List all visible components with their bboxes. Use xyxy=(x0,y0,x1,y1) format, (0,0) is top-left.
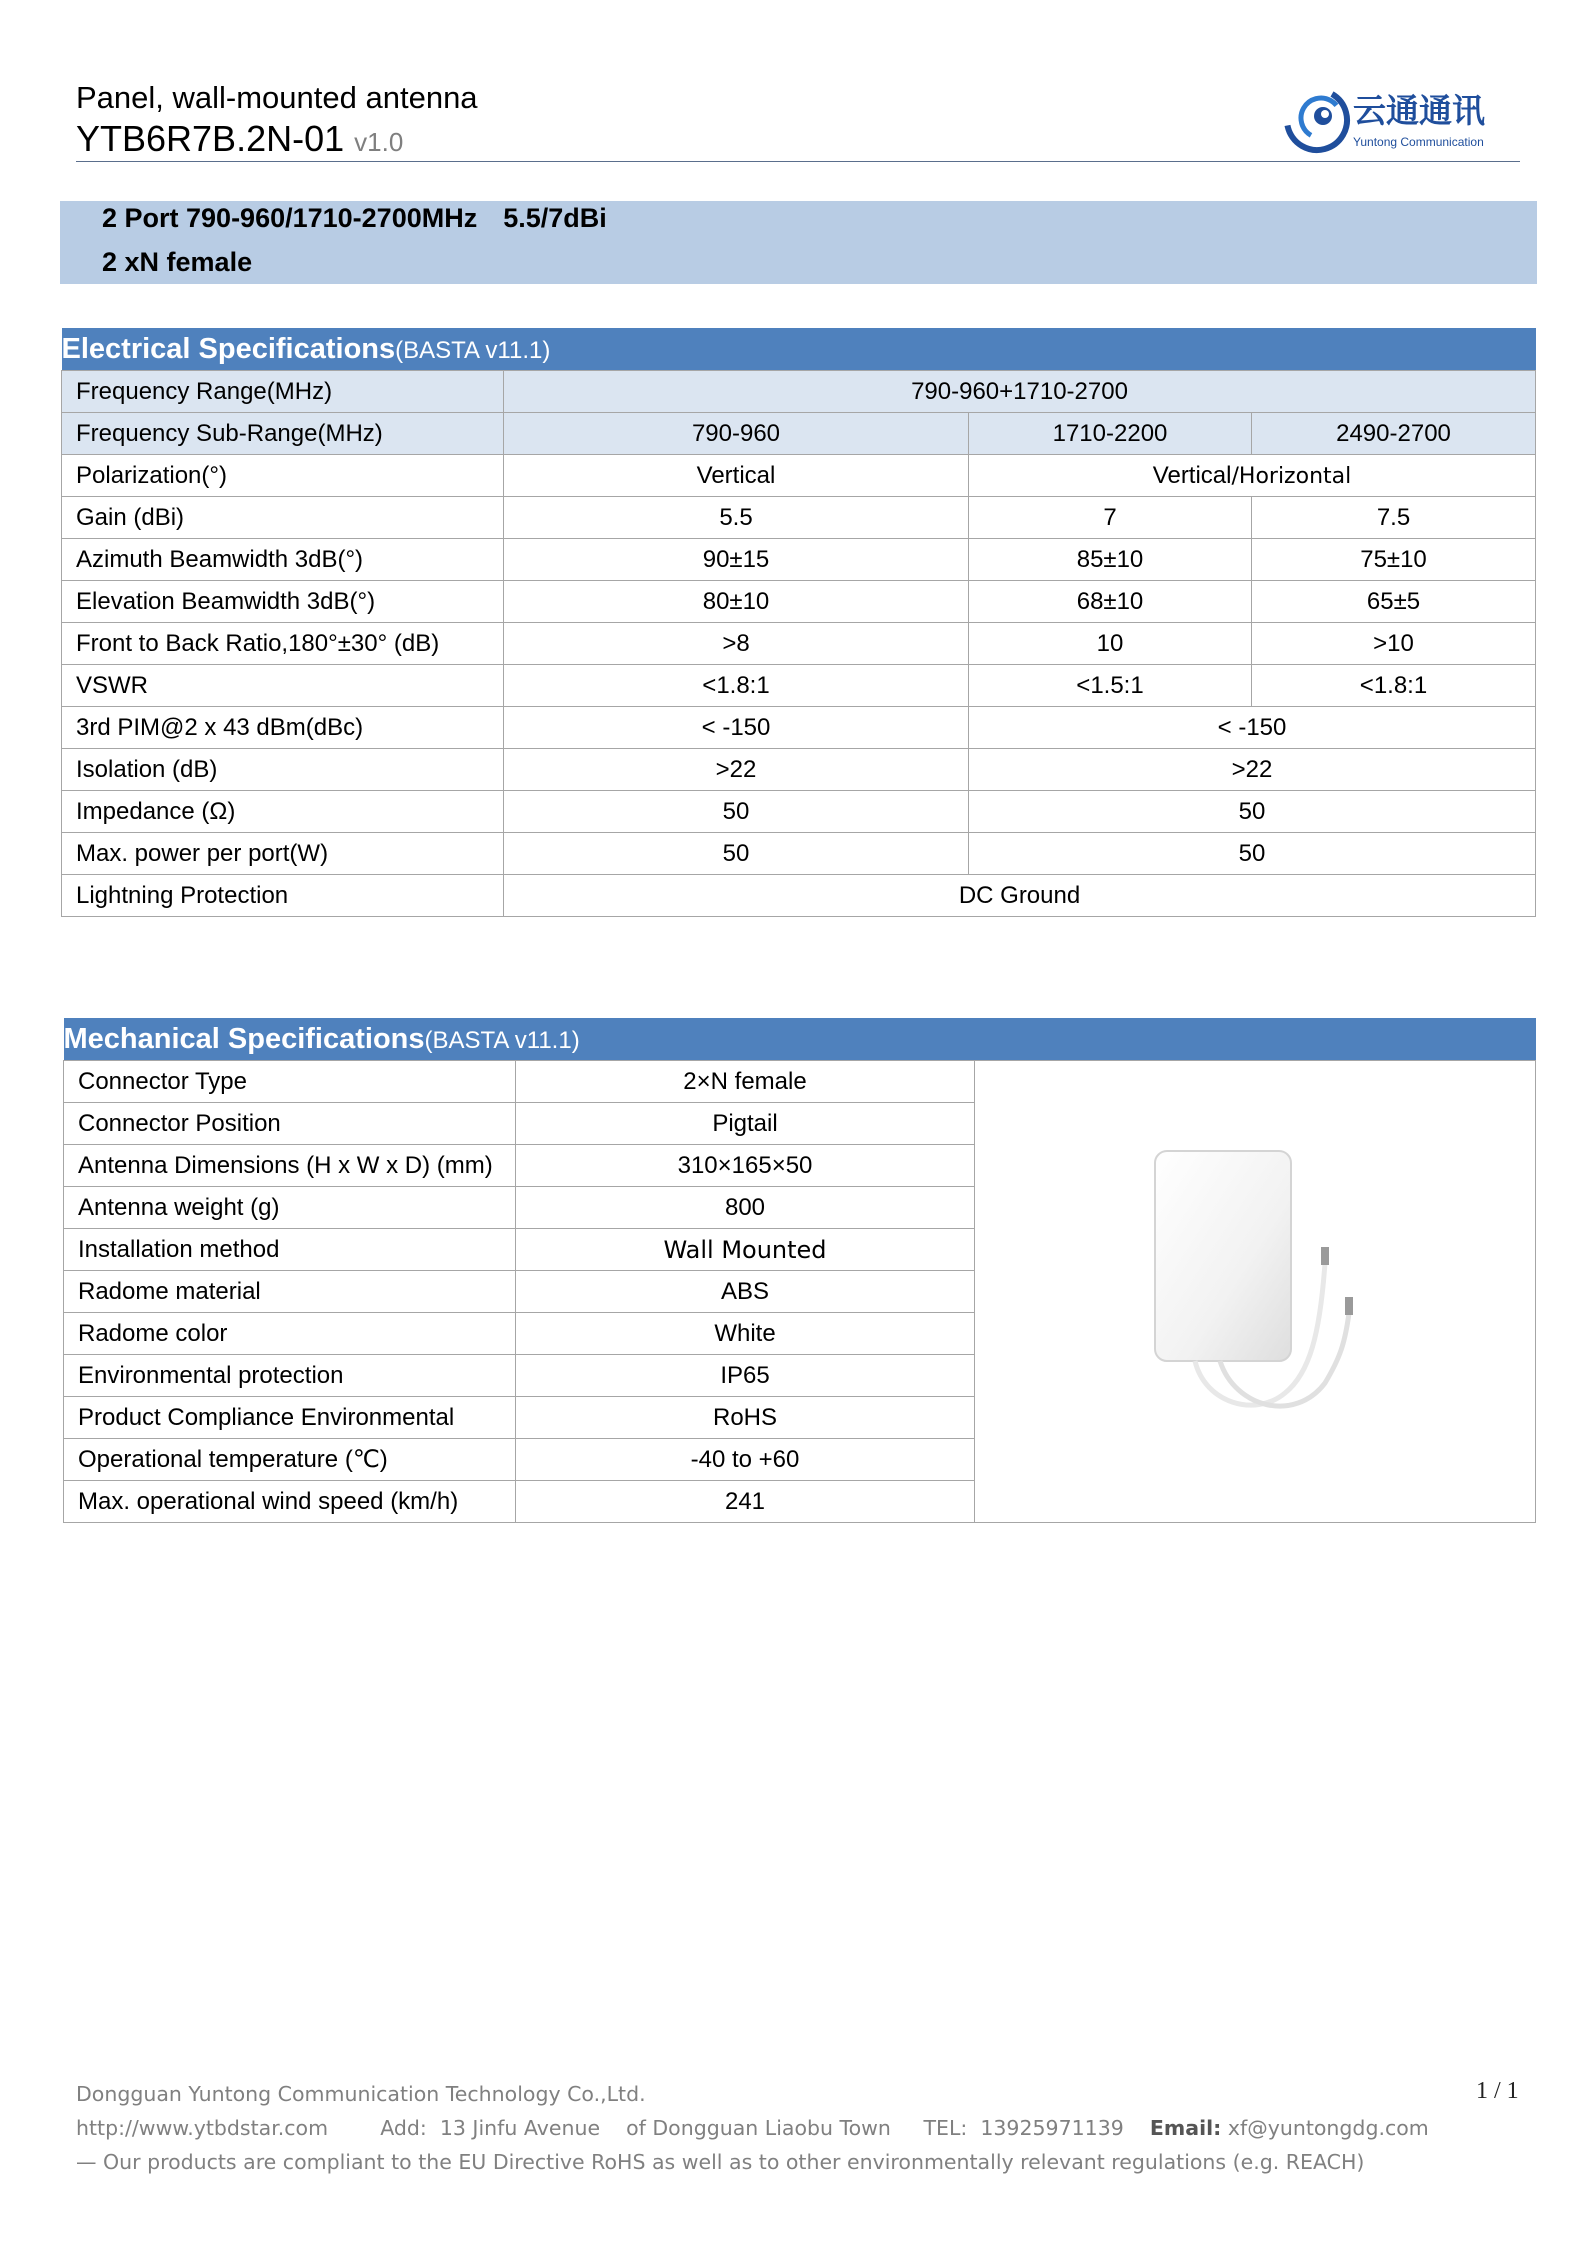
row-value: 85±10 xyxy=(969,539,1252,581)
row-label: Frequency Sub-Range(MHz) xyxy=(62,413,504,455)
row-label: Lightning Protection xyxy=(62,875,504,917)
row-label: Product Compliance Environmental xyxy=(64,1397,516,1439)
mechanical-section-title xyxy=(64,1018,1536,1061)
footer-email-label: Email: xyxy=(1149,2116,1222,2140)
polarization-vertical: Vertical xyxy=(1152,461,1232,489)
table-row xyxy=(62,413,1536,455)
row-value: <1.5:1 xyxy=(969,665,1252,707)
row-value: DC Ground xyxy=(504,875,1536,917)
row-value: 800 xyxy=(516,1187,975,1229)
row-value: ABS xyxy=(516,1271,975,1313)
row-value: 7.5 xyxy=(1252,497,1536,539)
product-summary-banner xyxy=(60,201,1537,284)
row-value: RoHS xyxy=(516,1397,975,1439)
row-value: < -150 xyxy=(969,707,1536,749)
table-row xyxy=(62,581,1536,623)
row-value xyxy=(969,455,1536,497)
row-label: Radome color xyxy=(64,1313,516,1355)
row-label: 3rd PIM@2 x 43 dBm(dBc) xyxy=(62,707,504,749)
company-logo xyxy=(1283,80,1493,156)
electrical-section-title xyxy=(62,328,1536,371)
table-row xyxy=(62,707,1536,749)
row-value: 68±10 xyxy=(969,581,1252,623)
row-value: 7 xyxy=(969,497,1252,539)
banner-frequency: 2 Port 790-960/1710-2700MHz xyxy=(102,203,478,233)
row-value: 241 xyxy=(516,1481,975,1523)
row-value: White xyxy=(516,1313,975,1355)
logo-subtext: Yuntong Communication xyxy=(1353,135,1484,149)
section-title: Mechanical Specifications xyxy=(63,1023,425,1055)
row-label: Environmental protection xyxy=(64,1355,516,1397)
row-value: IP65 xyxy=(516,1355,975,1397)
section-standard: (BASTA v11.1) xyxy=(395,337,551,364)
logo-text: 云通通讯 xyxy=(1353,91,1485,130)
row-value: 2490-2700 xyxy=(1252,413,1536,455)
row-label: Installation method xyxy=(64,1229,516,1271)
row-label: Antenna weight (g) xyxy=(64,1187,516,1229)
page-footer xyxy=(76,2077,1429,2179)
row-label: Azimuth Beamwidth 3dB(°) xyxy=(62,539,504,581)
table-row xyxy=(62,791,1536,833)
section-standard: (BASTA v11.1) xyxy=(424,1027,580,1054)
row-label: Elevation Beamwidth 3dB(°) xyxy=(62,581,504,623)
n-connector-icon xyxy=(1321,1247,1329,1265)
row-value: 2×N female xyxy=(516,1061,975,1103)
version-label: v1.0 xyxy=(354,127,404,157)
row-value: 790-960 xyxy=(504,413,969,455)
footer-website[interactable]: http://www.ytbdstar.com xyxy=(76,2116,329,2140)
row-value: >10 xyxy=(1252,623,1536,665)
row-value: 50 xyxy=(969,791,1536,833)
document-subtitle: Panel, wall-mounted antenna xyxy=(76,80,478,115)
mechanical-specifications-table xyxy=(63,1018,1536,1523)
row-value: >8 xyxy=(504,623,969,665)
banner-gain: 5.5/7dBi xyxy=(503,203,607,233)
document-title xyxy=(76,118,403,160)
row-value: >22 xyxy=(504,749,969,791)
row-label: Connector Type xyxy=(64,1061,516,1103)
row-value: 310×165×50 xyxy=(516,1145,975,1187)
footer-compliance: — Our products are compliant to the EU Directive RoHS as well as to other environmentally relevant regulations (e.g. REACH) xyxy=(76,2150,1365,2174)
product-image-cell xyxy=(975,1061,1536,1523)
row-label: Connector Position xyxy=(64,1103,516,1145)
row-value: <1.8:1 xyxy=(1252,665,1536,707)
row-value: Wall Mounted xyxy=(516,1229,975,1271)
table-row xyxy=(62,665,1536,707)
row-label: Front to Back Ratio,180°±30° (dB) xyxy=(62,623,504,665)
footer-tel: TEL: 13925971139 xyxy=(923,2116,1124,2140)
row-value: Pigtail xyxy=(516,1103,975,1145)
footer-company: Dongguan Yuntong Communication Technology Co.,Ltd. xyxy=(76,2082,646,2106)
row-value: <1.8:1 xyxy=(504,665,969,707)
polarization-horizontal: /Horizontal xyxy=(1231,463,1352,489)
row-label: Isolation (dB) xyxy=(62,749,504,791)
footer-email[interactable]: xf@yuntongdg.com xyxy=(1227,2116,1429,2140)
antenna-product-image xyxy=(1135,1143,1375,1433)
footer-contact xyxy=(76,2111,1429,2145)
row-label: Antenna Dimensions (H x W x D) (mm) xyxy=(64,1145,516,1187)
footer-address: Add: 13 Jinfu Avenue of Dongguan Liaobu Town xyxy=(380,2116,891,2140)
row-label: Max. power per port(W) xyxy=(62,833,504,875)
row-value: 5.5 xyxy=(504,497,969,539)
table-row xyxy=(64,1061,1536,1103)
antenna-panel xyxy=(1155,1151,1291,1361)
header-divider xyxy=(76,161,1520,162)
section-title: Electrical Specifications xyxy=(61,333,396,365)
table-row xyxy=(62,623,1536,665)
row-value: Vertical xyxy=(504,455,969,497)
row-value: >22 xyxy=(969,749,1536,791)
row-value: < -150 xyxy=(504,707,969,749)
row-value: 50 xyxy=(504,791,969,833)
table-row xyxy=(62,455,1536,497)
n-connector-icon xyxy=(1345,1297,1353,1315)
table-row xyxy=(62,371,1536,413)
row-value: 65±5 xyxy=(1252,581,1536,623)
row-label: Frequency Range(MHz) xyxy=(62,371,504,413)
row-label: VSWR xyxy=(62,665,504,707)
table-row xyxy=(62,833,1536,875)
row-value: -40 to +60 xyxy=(516,1439,975,1481)
page-number: 1 / 1 xyxy=(1476,2078,1519,2104)
row-label: Operational temperature (℃) xyxy=(64,1439,516,1481)
electrical-specifications-table xyxy=(61,328,1536,917)
row-value: 790-960+1710-2700 xyxy=(504,371,1536,413)
row-value: 10 xyxy=(969,623,1252,665)
logo-swirl-icon xyxy=(1283,80,1358,156)
row-value: 50 xyxy=(504,833,969,875)
banner-line-1 xyxy=(102,203,607,234)
row-value: 1710-2200 xyxy=(969,413,1252,455)
table-row xyxy=(62,875,1536,917)
table-row xyxy=(62,539,1536,581)
row-label: Impedance (Ω) xyxy=(62,791,504,833)
row-value: 80±10 xyxy=(504,581,969,623)
row-value: 75±10 xyxy=(1252,539,1536,581)
row-label: Max. operational wind speed (km/h) xyxy=(64,1481,516,1523)
model-number: YTB6R7B.2N-01 xyxy=(76,118,345,159)
banner-line-2: 2 xN female xyxy=(102,247,253,277)
row-label: Gain (dBi) xyxy=(62,497,504,539)
row-value: 50 xyxy=(969,833,1536,875)
table-row xyxy=(62,497,1536,539)
table-row xyxy=(62,749,1536,791)
row-label: Polarization(°) xyxy=(62,455,504,497)
row-value: 90±15 xyxy=(504,539,969,581)
row-label: Radome material xyxy=(64,1271,516,1313)
